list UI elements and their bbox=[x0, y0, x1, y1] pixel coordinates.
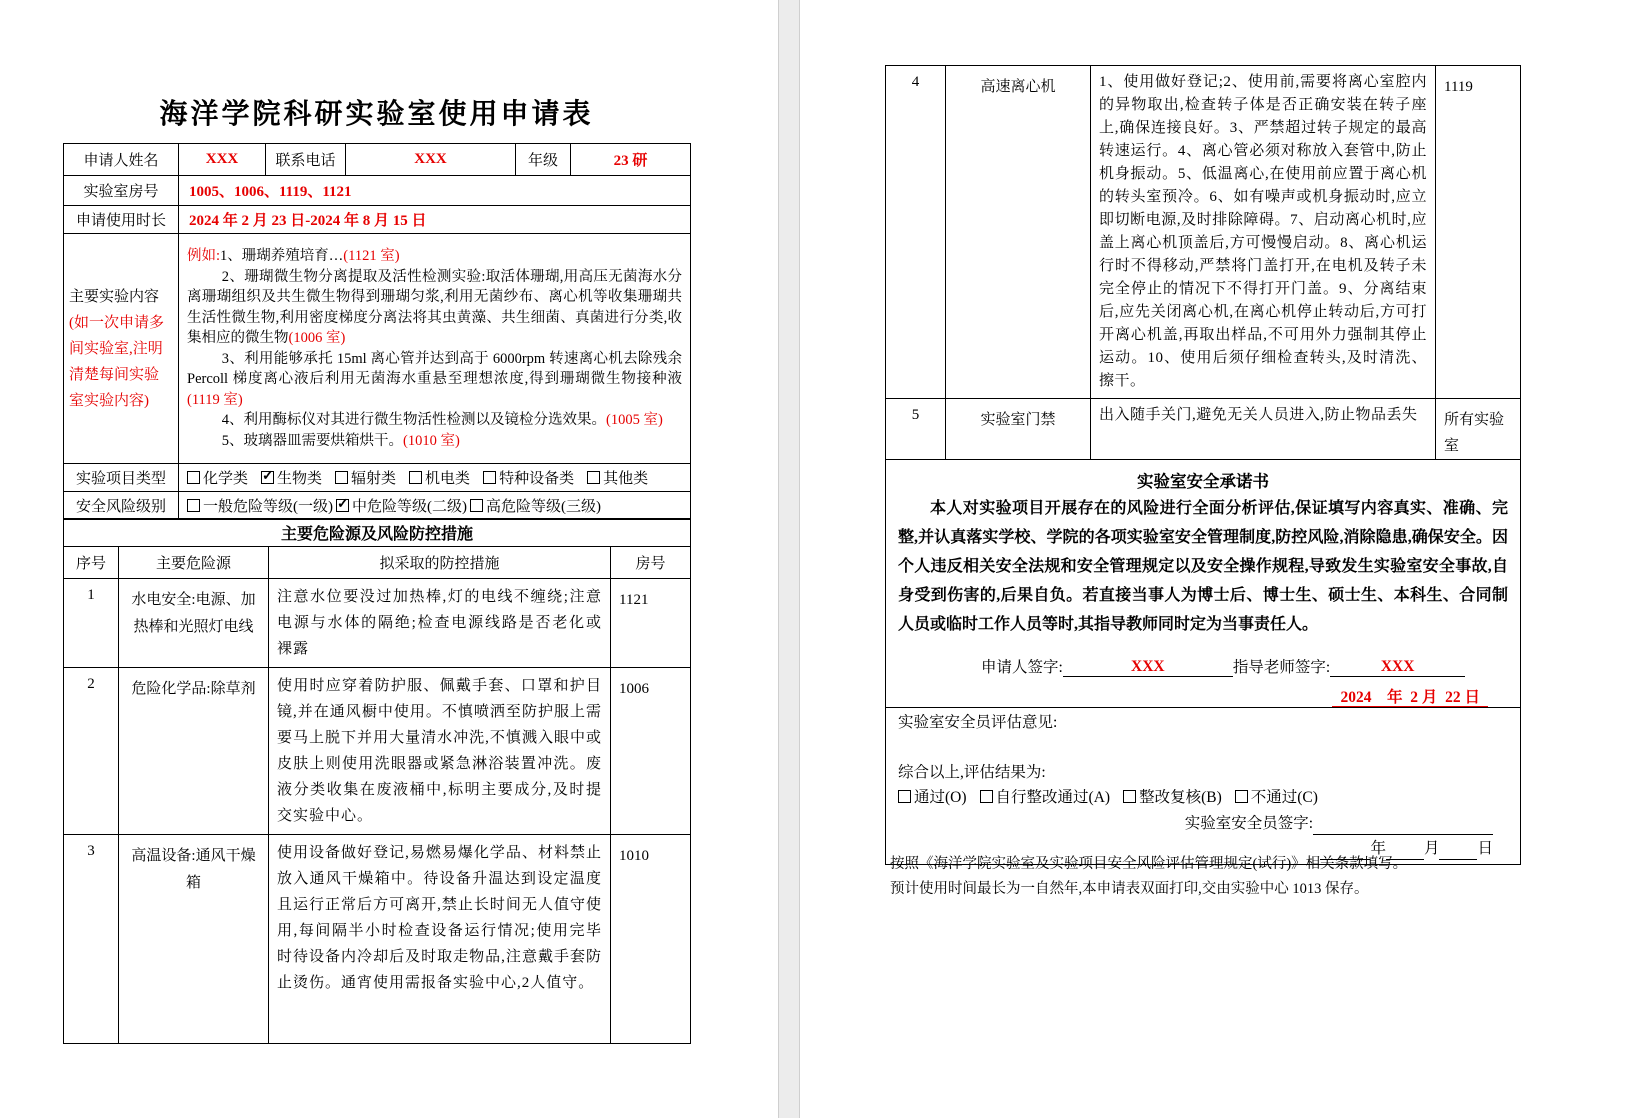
hazard-source: 高温设备:通风干燥箱 bbox=[119, 835, 269, 1044]
project-type-options bbox=[179, 464, 691, 492]
duration-row bbox=[64, 206, 691, 234]
pledge-row bbox=[886, 460, 1521, 708]
evaluation-row bbox=[886, 708, 1521, 865]
hazard-row bbox=[64, 579, 691, 668]
risk-level-label: 安全风险级别 bbox=[64, 492, 179, 520]
hazard-row bbox=[886, 66, 1521, 399]
grade-value: 23 研 bbox=[571, 144, 691, 176]
hazard-header-measures: 拟采取的防控措施 bbox=[269, 547, 611, 579]
advisor-signature: XXX bbox=[1330, 658, 1465, 677]
checkbox-label: 整改复核(B) bbox=[1139, 789, 1222, 806]
risk-level-options bbox=[179, 492, 691, 520]
duration-label: 申请使用时长 bbox=[64, 206, 179, 234]
checkbox-icon bbox=[335, 471, 348, 484]
checkbox-option bbox=[980, 787, 1111, 809]
page-2 bbox=[800, 0, 1652, 1118]
checkbox-option bbox=[335, 467, 396, 488]
hazard-measures: 使用时应穿着防护服、佩戴手套、口罩和护目镜,并在通风橱中使用。不慎喷洒至防护服上需要马上脱下并用大量清水冲洗,不慎溅入眼中或皮肤上则使用洗眼器或紧急淋浴装置冲洗。废液分类收集在废液桶中,标明主要成分,及时提交实验中心。 bbox=[269, 668, 611, 835]
checkbox-icon bbox=[1123, 790, 1136, 803]
footnote-2: 预计使用时间最长为一自然年,本申请表双面打印,交由实验中心 1013 保存。 bbox=[890, 881, 1369, 897]
hazard-rows-page1 bbox=[64, 579, 691, 1044]
experiment-paragraph bbox=[187, 410, 682, 431]
checkbox-label: 通过(O) bbox=[914, 789, 967, 806]
checkbox-option bbox=[1235, 787, 1318, 809]
hazard-row bbox=[64, 835, 691, 1044]
text-segment: 4、利用酶标仪对其进行微生物活性检测以及镜检分选效果。 bbox=[221, 412, 607, 428]
experiment-paragraph bbox=[187, 431, 682, 452]
hazard-source: 危险化学品:除草剂 bbox=[119, 668, 269, 835]
phone-label: 联系电话 bbox=[266, 144, 346, 176]
checkbox-label: 其他类 bbox=[603, 471, 649, 487]
checkbox-icon bbox=[470, 499, 483, 512]
checkbox-label: 机电类 bbox=[425, 471, 471, 487]
hazard-no: 1 bbox=[64, 579, 119, 668]
experiment-content bbox=[179, 234, 691, 464]
page-1 bbox=[0, 0, 778, 1118]
footnotes bbox=[890, 852, 1535, 902]
form-title: 海洋学院科研实验室使用申请表 bbox=[159, 99, 594, 130]
checkbox-checked-icon bbox=[261, 471, 274, 484]
safety-officer-sign-line bbox=[898, 812, 1508, 835]
project-type-label: 实验项目类型 bbox=[64, 464, 179, 492]
application-info-table bbox=[63, 143, 691, 520]
applicant-name-value: XXX bbox=[179, 144, 266, 176]
footnote-1: 按照《海洋学院实验室及实验项目安全风险评估管理规定(试行)》相关条款填写。 bbox=[890, 856, 1408, 872]
hazard-header-source: 主要危险源 bbox=[119, 547, 269, 579]
room-label: 实验室房号 bbox=[64, 176, 179, 206]
hazard-no: 3 bbox=[64, 835, 119, 1044]
checkbox-icon bbox=[409, 471, 422, 484]
checkbox-option bbox=[261, 467, 322, 488]
experiment-content-label bbox=[64, 234, 179, 464]
experiment-content-label-main: 主要实验内容 bbox=[69, 288, 160, 305]
hazard-header-room: 房号 bbox=[611, 547, 691, 579]
hazard-row bbox=[64, 668, 691, 835]
hazard-room: 1010 bbox=[611, 835, 691, 1044]
applicant-signature: XXX bbox=[1063, 658, 1233, 677]
checkbox-label: 辐射类 bbox=[351, 471, 397, 487]
checkbox-label: 中危险等级(二级) bbox=[352, 499, 467, 515]
hazard-measures: 1、使用做好登记;2、使用前,需要将离心室腔内的异物取出,检查转子体是否正确安装在转子座上,确保连接良好。3、严禁超过转子规定的最高转速运行。4、离心管必须对称放入套管中,防止机身振动。5、低温离心,在使用前应置于离心机的转头室预冷。6、如有噪声或机身振动时,应立即切断电源,及时排除障碍。7、启动离心机时,应盖上离心机顶盖后,方可慢慢启动。8、离心机运行时不得移动,严禁将门盖打开,在电机及转子未完全停止的情况下不得打开门盖。9、分离结束后,应先关闭离心机,在离心机停止转动后,方可打开离心机盖,再取出样品,不可用外力强制其停止运动。10、使用后须仔细检查转头,及时清洗、擦干。 bbox=[1091, 66, 1436, 399]
date-day-unit: 日 bbox=[1477, 840, 1493, 857]
applicant-row bbox=[64, 144, 691, 176]
checkbox-option bbox=[409, 467, 470, 488]
checkbox-label: 化学类 bbox=[203, 471, 249, 487]
risk-level-row bbox=[64, 492, 691, 520]
hazard-row bbox=[886, 399, 1521, 460]
checkbox-option bbox=[470, 495, 601, 516]
checkbox-label: 特种设备类 bbox=[499, 471, 575, 487]
hazard-table bbox=[63, 518, 691, 1044]
checkbox-label: 不通过(C) bbox=[1250, 789, 1318, 806]
text-segment: 3、利用能够承托 15ml 离心管并达到高于 6000rpm 转速离心机去除残余 Percoll 梯度离心液后利用无菌海水重悬至理想浓度,得到珊瑚微生物接种液 bbox=[187, 350, 682, 387]
checkbox-option bbox=[483, 467, 574, 488]
evaluation-section bbox=[886, 708, 1521, 865]
checkbox-option bbox=[187, 495, 333, 516]
page-gap-divider bbox=[778, 0, 800, 1118]
hazard-room: 1121 bbox=[611, 579, 691, 668]
checkbox-label: 自行整改通过(A) bbox=[995, 789, 1111, 806]
checkbox-icon bbox=[187, 499, 200, 512]
pledge-date-value: 2024 年 2 月 22 日 bbox=[1332, 689, 1488, 707]
safety-officer-signature-blank bbox=[1313, 812, 1493, 835]
checkbox-icon bbox=[1235, 790, 1248, 803]
room-row bbox=[64, 176, 691, 206]
text-segment: 5、玻璃器皿需要烘箱烘干。 bbox=[221, 432, 404, 449]
checkbox-icon bbox=[587, 471, 600, 484]
date-year-unit: 年 bbox=[1370, 840, 1386, 857]
hazard-header-no: 序号 bbox=[64, 547, 119, 579]
date-month-unit: 月 bbox=[1423, 840, 1440, 857]
safety-officer-sign-label: 实验室安全员签字: bbox=[1184, 815, 1313, 832]
grade-label: 年级 bbox=[516, 144, 571, 176]
checkbox-icon bbox=[980, 790, 993, 803]
checkbox-icon bbox=[898, 790, 911, 803]
phone-value: XXX bbox=[346, 144, 516, 176]
hazard-section-row bbox=[64, 519, 691, 547]
checkbox-label: 高危险等级(三级) bbox=[486, 499, 601, 515]
hazard-measures: 注意水位要没过加热棒,灯的电线不缠绕;注意电源与水体的隔绝;检查电源线路是否老化或裸露 bbox=[269, 579, 611, 668]
text-segment: (1006 室) bbox=[288, 330, 346, 346]
hazard-room: 1006 bbox=[611, 668, 691, 835]
checkbox-option bbox=[1123, 787, 1222, 809]
evaluation-summary-label: 综合以上,评估结果为: bbox=[898, 764, 1046, 781]
checkbox-label: 一般危险等级(一级) bbox=[203, 499, 333, 515]
text-segment: (1119 室) bbox=[187, 391, 243, 408]
hazard-section-title: 主要危险源及风险防控措施 bbox=[64, 519, 691, 547]
text-segment: 例如: bbox=[187, 248, 221, 264]
hazard-header-row bbox=[64, 547, 691, 579]
hazard-source: 水电安全:电源、加热棒和光照灯电线 bbox=[119, 579, 269, 668]
checkbox-icon bbox=[483, 471, 496, 484]
pledge-signature-line bbox=[886, 655, 1520, 677]
hazard-measures: 使用设备做好登记,易燃易爆化学品、材料禁止放入通风干燥箱中。待设备升温达到设定温度且运行正常后方可离开,禁止长时间无人值守使用,每间隔半小时检查设备运行情况;使用完毕时待设备内冷却后及时取走物品,注意戴手套防止烫伤。通宵使用需报备实验中心,2人值守。 bbox=[269, 835, 611, 1044]
hazard-no: 2 bbox=[64, 668, 119, 835]
applicant-sign-label: 申请人签字: bbox=[981, 659, 1063, 676]
text-segment: 1、珊瑚养殖培育… bbox=[220, 248, 344, 264]
hazard-source: 高速离心机 bbox=[946, 66, 1091, 399]
pledge-date-line bbox=[886, 685, 1520, 707]
advisor-sign-label: 指导老师签字: bbox=[1232, 659, 1331, 676]
checkbox-option bbox=[336, 495, 467, 516]
pledge-title: 实验室安全承诺书 bbox=[1137, 472, 1269, 491]
project-type-row bbox=[64, 464, 691, 492]
checkbox-checked-icon bbox=[336, 499, 349, 512]
text-segment: (1121 室) bbox=[343, 248, 400, 264]
pledge-body: 本人对实验项目开展存在的风险进行全面分析评估,保证填写内容真实、准确、完整,并认真落实学校、学院的各项实验室安全管理制度,防控风险,消除隐患,确保安全。因个人违反相关安全法规和安全管理规定以及安全操作规程,导致发生实验室安全事故,自身受到伤害的,后果自负。若直接当事人为博士后、博士生、硕士生、本科生、合同制人员或临时工作人员等时,其指导教师同时定为当事责任人。 bbox=[898, 500, 1508, 633]
hazard-room: 1119 bbox=[1436, 66, 1521, 399]
text-segment: (1010 室) bbox=[403, 432, 460, 449]
duration-value: 2024 年 2 月 23 日-2024 年 8 月 15 日 bbox=[179, 206, 691, 234]
text-segment: 2、珊瑚微生物分离提取及活性检测实验:取活体珊瑚,用高压无菌海水分离珊瑚组织及共生微生物得到珊瑚匀浆,利用无菌纱布、离心机等收集珊瑚共生活性微生物,利用密度梯度分离法将其虫黄藻、共生细菌、真菌进行分类,收集相应的微生物 bbox=[187, 268, 682, 346]
experiment-content-row bbox=[64, 234, 691, 464]
applicant-name-label: 申请人姓名 bbox=[64, 144, 179, 176]
hazard-no: 5 bbox=[886, 399, 946, 460]
experiment-paragraph bbox=[187, 349, 682, 411]
checkbox-option bbox=[587, 467, 648, 488]
checkbox-label: 生物类 bbox=[277, 471, 323, 487]
experiment-paragraph bbox=[187, 246, 682, 267]
checkbox-icon bbox=[187, 471, 200, 484]
hazard-table-continued bbox=[885, 65, 1521, 865]
checkbox-option bbox=[898, 787, 967, 809]
hazard-room: 所有实验室 bbox=[1436, 399, 1521, 460]
experiment-content-label-note: (如一次申请多间实验室,注明清楚每间实验室实验内容) bbox=[69, 314, 164, 409]
hazard-source: 实验室门禁 bbox=[946, 399, 1091, 460]
pledge-section bbox=[886, 460, 1521, 708]
evaluation-options bbox=[898, 787, 1508, 809]
room-value: 1005、1006、1119、1121 bbox=[179, 176, 691, 206]
experiment-paragraph bbox=[187, 267, 682, 349]
checkbox-option bbox=[187, 467, 248, 488]
hazard-rows-page2 bbox=[886, 66, 1521, 460]
text-segment: (1005 室) bbox=[606, 412, 663, 428]
hazard-no: 4 bbox=[886, 66, 946, 399]
hazard-measures: 出入随手关门,避免无关人员进入,防止物品丢失 bbox=[1091, 399, 1436, 460]
evaluation-opinion-label: 实验室安全员评估意见: bbox=[898, 714, 1058, 731]
